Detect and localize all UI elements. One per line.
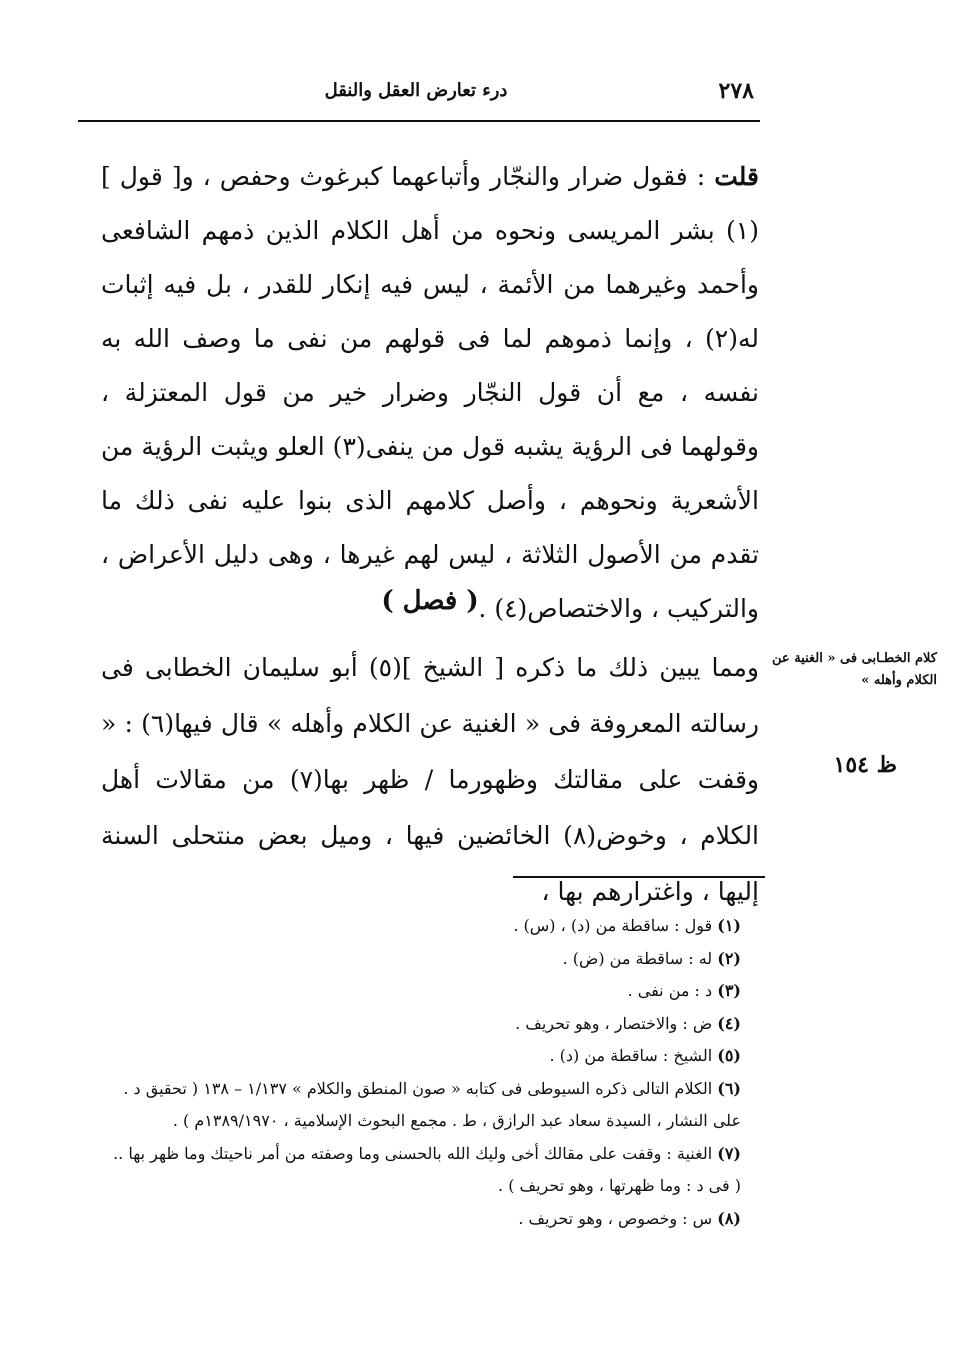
footnotes (89, 910, 741, 1235)
section-text-block (101, 640, 759, 920)
footnote: (٢) له : ساقطة من (ض) . (562, 948, 741, 968)
header-divider (78, 120, 760, 122)
footnote: (٧) الغنية : وقفت على مقالك أخى وليك الله بالحسنى وما وصفته من أمر ناحيتك وما ظهر بها .. (113, 1143, 741, 1163)
margin-note: كلام الخطـابى فى « الغنية عن الكلام وأهله » (772, 651, 937, 688)
paragraph-1 (101, 150, 759, 636)
footnote: (٥) الشيخ : ساقطة من (د) . (549, 1046, 741, 1065)
paragraph-2: ومما يبين ذلك ما ذكره [ الشيخ ](٥) أبو سليمان الخطابى فى رسالته المعروفة فى « الغنية عن الكلام وأهله » قال فيها(٦) : « وقفت على مقالتك وظهورما / ظهر بها(٧) من مقالات أهل الكلام ، وخوض(٨) الخائضين فيها ، وميل بعض منتحلى السنة إليها ، واغترارهم بها ، (101, 653, 760, 906)
page-header (78, 74, 754, 114)
footnote: (٤) ض : والاختصار ، وهو تحريف . (515, 1013, 741, 1033)
running-title: درء تعارض العقل والنقل (324, 80, 508, 101)
footnote: (٦) الكلام التالى ذكره السيوطى فى كتابه « صون المنطق والكلام » ١/١٣٧ – ١٣٨ ( تحقيق د . (123, 1078, 741, 1098)
footnote: (٣) د : من نفى . (627, 981, 741, 1000)
footnote-continuation: ( فى د : وما ظهرتها ، وهو تحريف ) . (498, 1176, 741, 1195)
footnote: (١) قول : ساقطة من (د) ، (س) . (513, 916, 741, 935)
page-number: ٢٧٨ (718, 78, 754, 104)
section-heading: ( فصل ) (381, 586, 479, 616)
footnote-continuation: على النشار ، السيدة سعاد عبد الرازق ، ط . مجمع البحوث الإسلامية ، ١٣٨٩/١٩٧٠م ) . (172, 1111, 741, 1130)
lead-word: قلت (714, 162, 759, 191)
main-text-block (101, 150, 759, 636)
manuscript-folio-ref: ظ ١٥٤ (833, 752, 897, 778)
footnote: (٨) س : وخصوص ، وهو تحريف . (518, 1208, 741, 1228)
paragraph-1-text: : فقول ضرار والنجّار وأتباعهما كبرغوث وحفص ، و[ قول ](١) بشر المريسى ونحوه من أهل الكلام الذين ذمهم الشافعى وأحمد وغيرهما من الأئمة ، ليس فيه إنكار للقدر ، بل فيه إثبات له(٢) ، وإنما ذموهم لما فى قولهم من نفى ما وصف الله به نفسه ، مع أن قول النجّار وضرار خير من قول المعتزلة ، وقولهما فى الرؤية يشبه قول من ينفى(٣) العلو ويثبت الرؤية من الأشعرية ونحوهم ، وأصل كلامهم الذى بنوا عليه نفى ذلك ما تقدم من الأصول الثلاثة ، ليس لهم غيرها ، وهى دليل الأعراض ، والتركيب ، والاختصاص(٤) . (101, 162, 759, 623)
footnote-divider (513, 876, 765, 878)
